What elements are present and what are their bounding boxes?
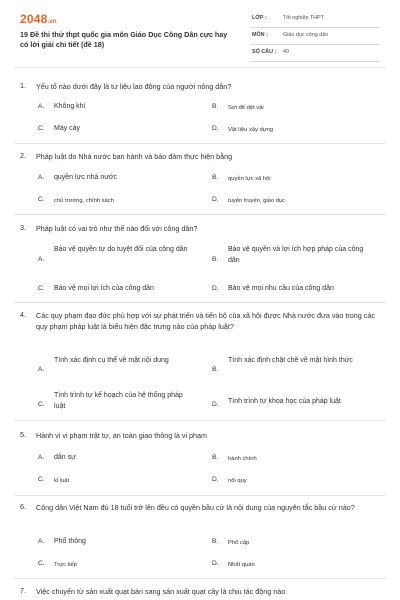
option-letter: A. bbox=[38, 256, 45, 263]
option-letter: A. bbox=[38, 366, 45, 373]
question-text: Công dân Việt Nam đủ 18 tuổi trở lên đều có quyền bầu cử là nội dung của nguyên tắc bầu cử nào? bbox=[36, 503, 355, 512]
option-c[interactable]: Trực tiếp bbox=[54, 562, 77, 568]
exam-meta-table bbox=[250, 11, 380, 62]
divider bbox=[14, 302, 386, 303]
option-letter: D. bbox=[212, 476, 219, 483]
option-letter: A. bbox=[38, 538, 45, 545]
option-letter: B. bbox=[212, 454, 219, 461]
option-d[interactable]: nội quy bbox=[228, 478, 247, 484]
option-letter: C. bbox=[38, 401, 45, 408]
option-d[interactable]: Nhất quán bbox=[228, 562, 255, 568]
meta-row-subject bbox=[250, 28, 380, 45]
option-letter: B. bbox=[212, 538, 219, 545]
page-title: 19 Đề thi thử thpt quốc gia môn Giáo Dục Công Dân cực hay có lời giải chi tiết (đề 18) bbox=[20, 30, 228, 49]
option-letter: D. bbox=[212, 196, 219, 203]
question-text: Hành vi vi phạm trật tự, an toàn giao thông là vi phạm bbox=[36, 431, 208, 440]
option-a[interactable]: dân sự bbox=[54, 454, 76, 461]
header bbox=[0, 0, 400, 72]
option-letter: C. bbox=[38, 125, 45, 132]
option-b[interactable]: quyền lực xã hội bbox=[228, 176, 271, 182]
option-letter: D. bbox=[212, 285, 219, 292]
question-text: Yếu tố nào dưới đây là tư liệu lao động của người nông dân? bbox=[36, 82, 232, 91]
meta-value: 40 bbox=[283, 49, 289, 55]
meta-label: LỚP : bbox=[252, 15, 267, 21]
question-text: Pháp luật do Nhà nước ban hành và bảo đảm thực hiện bằng bbox=[36, 152, 233, 161]
logo-main: 2048 bbox=[20, 12, 48, 26]
option-letter: D. bbox=[212, 401, 219, 408]
option-letter: B. bbox=[212, 174, 219, 181]
option-b[interactable]: Bảo vệ quyền và lợi ích hợp pháp của công dân bbox=[228, 246, 364, 264]
meta-row-count bbox=[250, 45, 380, 62]
option-c[interactable]: Bảo vệ mọi lợi ích của công dân bbox=[54, 285, 154, 292]
option-d[interactable]: tuyên truyền, giáo dục bbox=[228, 198, 286, 204]
option-letter: A. bbox=[38, 174, 45, 181]
meta-row-class bbox=[250, 11, 380, 28]
divider bbox=[14, 214, 386, 215]
option-a[interactable]: Không khí bbox=[54, 103, 86, 110]
divider bbox=[14, 420, 386, 421]
option-letter: C. bbox=[38, 560, 45, 567]
question-number: 1. bbox=[20, 81, 26, 90]
option-c[interactable]: kỉ luật bbox=[54, 478, 70, 484]
divider bbox=[14, 67, 386, 68]
option-a[interactable]: Bảo vệ quyền tự do tuyệt đối của công dân bbox=[54, 246, 188, 253]
option-a[interactable]: Phổ thông bbox=[54, 538, 86, 545]
option-letter: B. bbox=[212, 366, 219, 373]
option-d[interactable]: Tính trình tự khoa học của pháp luật bbox=[228, 398, 341, 405]
option-letter: C. bbox=[38, 285, 45, 292]
logo-suffix: .vn bbox=[47, 19, 57, 25]
question-number: 6. bbox=[20, 502, 26, 511]
meta-value: Giáo dục công dân bbox=[283, 32, 329, 38]
option-letter: D. bbox=[212, 125, 219, 132]
meta-label: SỐ CÂU : bbox=[252, 49, 277, 55]
question-text: Các quy phạm đạo đức phù hợp với sự phát triển và tiến bộ của xã hội được Nhà nước đưa vào trong các quy phạm pháp luật là biểu hiện đặc trưng nào của pháp luật? bbox=[36, 311, 375, 331]
option-c[interactable]: Máy cày bbox=[54, 125, 81, 132]
divider bbox=[14, 495, 386, 496]
option-c[interactable]: chủ trương, chính sách bbox=[54, 198, 114, 204]
option-letter: B. bbox=[212, 256, 219, 263]
option-letter: D. bbox=[212, 560, 219, 567]
option-b[interactable]: Sợi để dệt vải bbox=[228, 105, 264, 111]
option-b[interactable]: Tính xác định chặt chẽ về mặt hình thức bbox=[228, 357, 353, 364]
question-number: 4. bbox=[20, 310, 26, 319]
question-text: Việc chuyển từ sản xuất quạt bàn sang sản xuất quạt cây là chịu tác động nào bbox=[36, 587, 286, 596]
option-b[interactable]: Phổ cập bbox=[228, 540, 250, 546]
question-number: 2. bbox=[20, 151, 26, 160]
option-letter: C. bbox=[38, 196, 45, 203]
question-text: Pháp luật có vai trò như thế nào đối với công dân? bbox=[36, 224, 198, 233]
divider bbox=[14, 143, 386, 144]
option-letter: A. bbox=[38, 103, 45, 110]
meta-value: Tốt nghiệp THPT bbox=[283, 15, 324, 21]
meta-label: MÔN : bbox=[252, 32, 268, 38]
option-d[interactable]: Bảo vệ mọi nhu cầu của công dân bbox=[228, 285, 334, 292]
option-b[interactable]: hành chính bbox=[228, 456, 257, 462]
option-a[interactable]: quyền lực nhà nước bbox=[54, 174, 117, 181]
question-number: 3. bbox=[20, 223, 26, 232]
question-number: 5. bbox=[20, 430, 26, 439]
option-a[interactable]: Tính xác định cụ thể về mặt nội dung bbox=[54, 357, 169, 364]
option-letter: C. bbox=[38, 476, 45, 483]
option-c[interactable]: Tính trình tự kế hoạch của hệ thống pháp luật bbox=[54, 392, 183, 410]
option-d[interactable]: Vật liệu xây dựng bbox=[228, 127, 274, 133]
option-letter: B. bbox=[212, 103, 219, 110]
site-logo[interactable] bbox=[20, 12, 57, 26]
option-letter: A. bbox=[38, 454, 45, 461]
question-number: 7. bbox=[20, 586, 26, 595]
divider bbox=[14, 578, 386, 579]
